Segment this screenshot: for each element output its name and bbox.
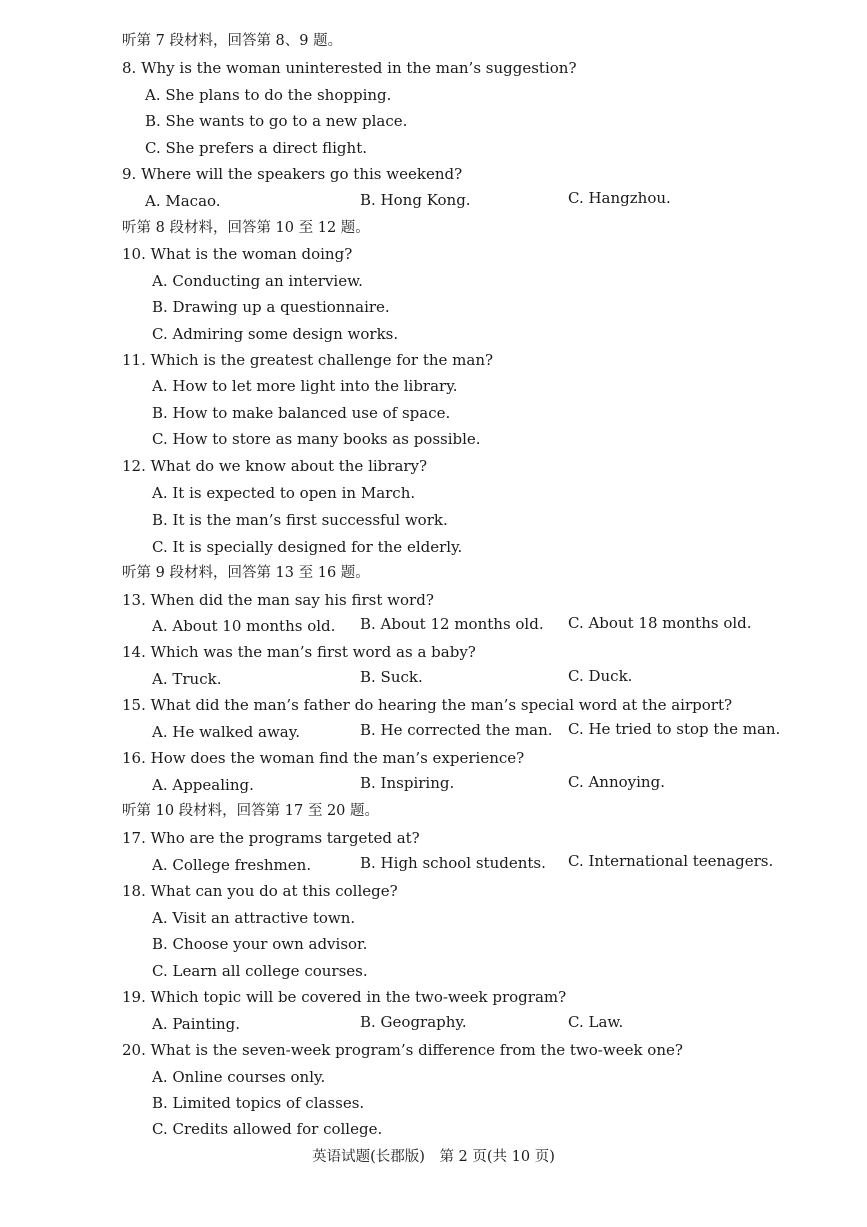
option-18c: C. Learn all college courses. xyxy=(152,962,368,980)
question-20: 20. What is the seven-week program’s difference from the two-week one? xyxy=(122,1041,683,1059)
section-heading-7: 听第 7 段材料，回答第 8、9 题。 xyxy=(122,33,343,49)
question-16: 16. How does the woman find the man’s experience? xyxy=(122,749,525,767)
section-heading-8: 听第 8 段材料，回答第 10 至 12 题。 xyxy=(122,220,370,236)
option-13c: C. About 18 months old. xyxy=(568,614,752,632)
option-15c: C. He tried to stop the man. xyxy=(568,720,781,738)
option-17c: C. International teenagers. xyxy=(568,852,774,870)
option-12b: B. It is the man’s first successful work. xyxy=(152,511,448,529)
option-8b: B. She wants to go to a new place. xyxy=(145,112,408,130)
option-20a: A. Online courses only. xyxy=(152,1068,326,1086)
option-20c: C. Credits allowed for college. xyxy=(152,1120,383,1138)
question-17: 17. Who are the programs targeted at? xyxy=(122,829,420,847)
option-15a: A. He walked away. xyxy=(152,723,300,741)
option-13b: B. About 12 months old. xyxy=(360,615,544,633)
option-13a: A. About 10 months old. xyxy=(152,617,336,635)
page-footer: 英语试题(长郡版) 第 2 页(共 10 页) xyxy=(312,1149,555,1165)
option-11a: A. How to let more light into the library. xyxy=(152,377,458,395)
question-13: 13. When did the man say his first word? xyxy=(122,591,434,609)
question-9: 9. Where will the speakers go this weekend? xyxy=(122,165,463,183)
option-19c: C. Law. xyxy=(568,1013,624,1031)
option-15b: B. He corrected the man. xyxy=(360,721,553,739)
option-12c: C. It is specially designed for the elderly. xyxy=(152,538,463,556)
option-10b: B. Drawing up a questionnaire. xyxy=(152,298,390,316)
option-8a: A. She plans to do the shopping. xyxy=(145,86,392,104)
option-17a: A. College freshmen. xyxy=(152,856,312,874)
option-14c: C. Duck. xyxy=(568,667,633,685)
option-19b: B. Geography. xyxy=(360,1013,467,1031)
question-12: 12. What do we know about the library? xyxy=(122,457,428,475)
option-19a: A. Painting. xyxy=(152,1015,241,1033)
option-18b: B. Choose your own advisor. xyxy=(152,935,368,953)
option-17b: B. High school students. xyxy=(360,854,546,872)
option-20b: B. Limited topics of classes. xyxy=(152,1094,365,1112)
option-16a: A. Appealing. xyxy=(152,776,254,794)
section-heading-10: 听第 10 段材料，回答第 17 至 20 题。 xyxy=(122,803,380,819)
option-14a: A. Truck. xyxy=(152,670,222,688)
question-14: 14. Which was the man’s first word as a baby? xyxy=(122,643,476,661)
option-10a: A. Conducting an interview. xyxy=(152,272,363,290)
option-11b: B. How to make balanced use of space. xyxy=(152,404,451,422)
option-16c: C. Annoying. xyxy=(568,773,665,791)
option-11c: C. How to store as many books as possible. xyxy=(152,430,481,448)
option-8c: C. She prefers a direct flight. xyxy=(145,139,367,157)
option-9b: B. Hong Kong. xyxy=(360,191,471,209)
option-10c: C. Admiring some design works. xyxy=(152,325,399,343)
option-9c: C. Hangzhou. xyxy=(568,189,671,207)
option-12a: A. It is expected to open in March. xyxy=(152,484,416,502)
question-19: 19. Which topic will be covered in the two-week program? xyxy=(122,988,567,1006)
option-16b: B. Inspiring. xyxy=(360,774,455,792)
question-8: 8. Why is the woman uninterested in the man’s suggestion? xyxy=(122,59,577,77)
question-10: 10. What is the woman doing? xyxy=(122,245,353,263)
section-heading-9: 听第 9 段材料，回答第 13 至 16 题。 xyxy=(122,565,370,581)
question-11: 11. Which is the greatest challenge for the man? xyxy=(122,351,494,369)
question-15: 15. What did the man’s father do hearing the man’s special word at the airport? xyxy=(122,696,733,714)
option-14b: B. Suck. xyxy=(360,668,423,686)
option-9a: A. Macao. xyxy=(145,192,221,210)
question-18: 18. What can you do at this college? xyxy=(122,882,398,900)
option-18a: A. Visit an attractive town. xyxy=(152,909,356,927)
